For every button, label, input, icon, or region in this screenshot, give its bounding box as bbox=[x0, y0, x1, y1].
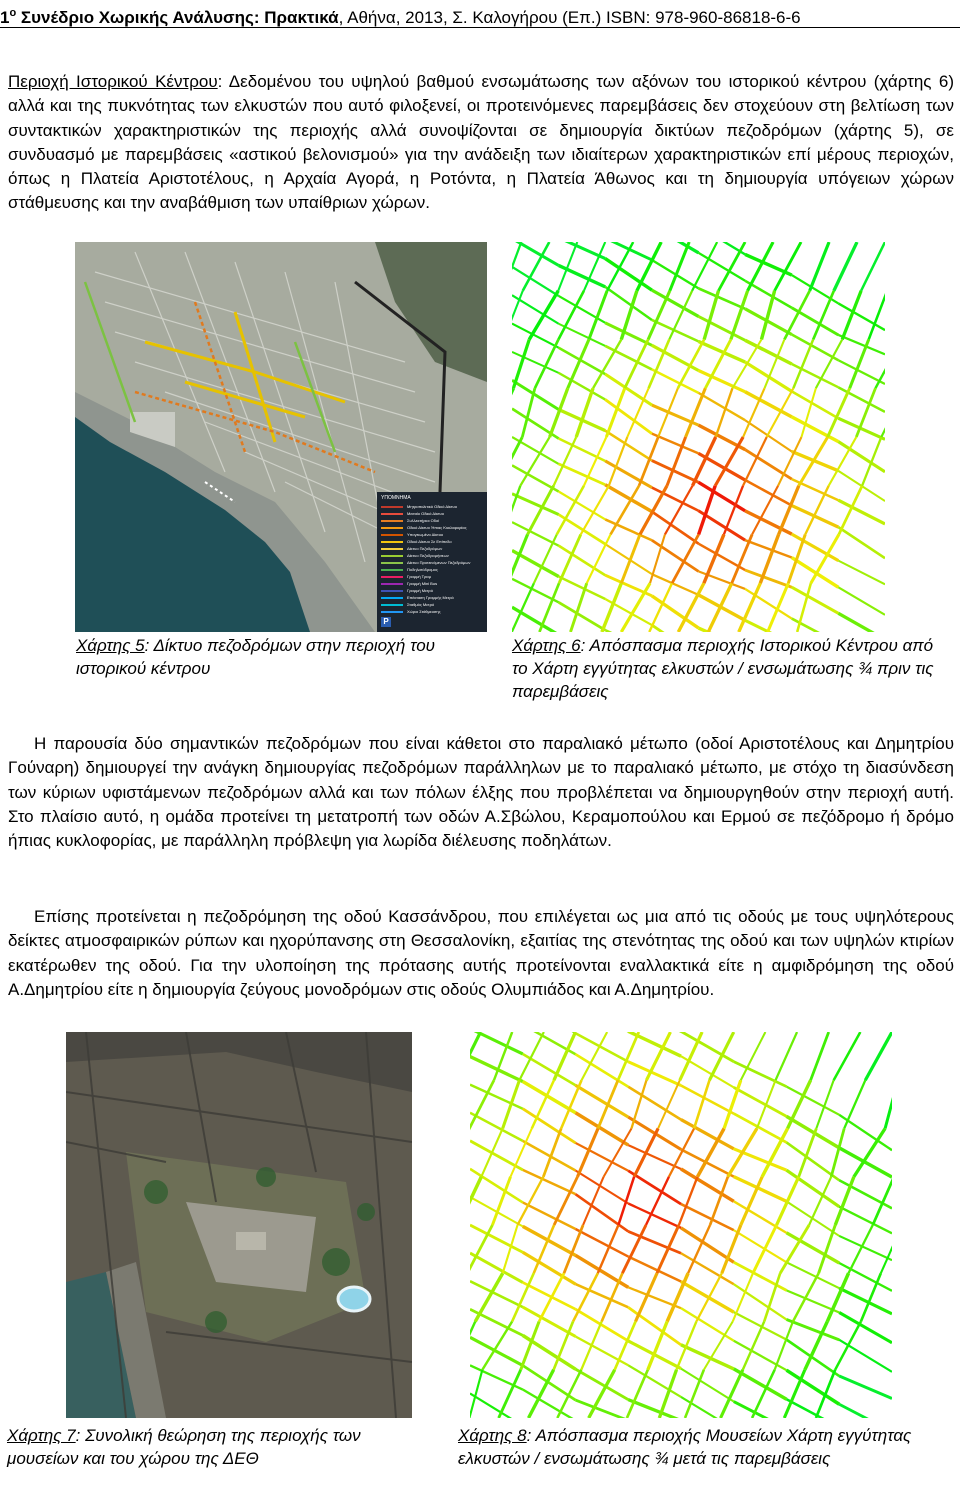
legend-rows bbox=[377, 503, 487, 627]
legend-swatch bbox=[381, 548, 403, 550]
intro-paragraph bbox=[8, 70, 954, 216]
body-paragraph-2 bbox=[8, 905, 954, 1002]
legend-item bbox=[381, 587, 487, 594]
map7-drawing bbox=[66, 1032, 412, 1418]
map8-caption bbox=[458, 1424, 953, 1470]
legend-item bbox=[381, 608, 487, 615]
legend-label: Ποδηλατόδρομος bbox=[407, 567, 438, 572]
map5-caption bbox=[76, 634, 476, 680]
map8-image bbox=[470, 1032, 892, 1418]
legend-title: ΥΠΟΜΝΗΜΑ bbox=[381, 495, 411, 501]
legend-swatch bbox=[381, 513, 403, 515]
legend-item bbox=[381, 531, 487, 538]
map5-caption-text: : Δίκτυο πεζοδρόμων στην περιοχή του ιστορικού κέντρου bbox=[76, 636, 435, 678]
legend-swatch bbox=[381, 590, 403, 592]
legend-swatch bbox=[381, 527, 403, 529]
legend-swatch bbox=[381, 520, 403, 522]
legend-label: Δίκτυο Προτεινόμενων Πεζοδρόμων bbox=[407, 560, 471, 565]
legend-label: Συλλεκτήριοι Οδοί bbox=[407, 518, 440, 523]
map5-image bbox=[75, 242, 487, 632]
body-paragraph-1 bbox=[8, 732, 954, 853]
parking-marker: P bbox=[381, 617, 391, 627]
body-paragraph-2-text: Επίσης προτείνεται η πεζοδρόμηση της οδού Κασσάνδρου, που επιλέγεται ως μια από τις οδούς με τους υψηλότερους δείκτες ατμοσφαιρικών ρύπων και ηχορύπανσης στη Θεσσαλονίκη, εξαιτίας της στενότητας της οδού και των υψηλών κτιρίων εκατέρωθεν της οδού. Για την υλοποίηση της πρότασης αυτής προτείνονται εναλλακτικά είτε η αμφιδρόμηση της οδού Α.Δημητρίου είτε η δημιουργία ζεύγους μονοδρόμων στις οδούς Ολυμπιάδος και Α.Δημητρίου. bbox=[8, 907, 954, 999]
map8-caption-text: : Απόσπασμα περιοχής Μουσείων Χάρτη εγγύτητας ελκυστών / ενσωμάτωσης ¾ μετά τις παρεμβάσεις bbox=[458, 1426, 912, 1468]
legend-swatch bbox=[381, 597, 403, 599]
header-publication-info: , Αθήνα, 2013, Σ. Καλογήρου (Επ.) ISBN: 978-960-86818-6-6 bbox=[338, 8, 801, 27]
header-number: 1 bbox=[0, 8, 10, 27]
map7-image bbox=[66, 1032, 412, 1418]
map8-drawing bbox=[470, 1032, 892, 1418]
legend-label: Σταθμός Μετρό bbox=[407, 602, 435, 607]
legend-swatch bbox=[381, 541, 403, 543]
legend-swatch bbox=[381, 576, 403, 578]
legend-item bbox=[381, 552, 487, 559]
legend-swatch bbox=[381, 555, 403, 557]
legend-label: Οδικό Δίκτυο Ήπιας Κυκλοφορίας bbox=[407, 525, 467, 530]
legend-label: Δίκτυο Πεζοδρόμων bbox=[407, 546, 443, 551]
legend-item bbox=[381, 594, 487, 601]
header-title: Συνέδριο Χωρικής Ανάλυσης: Πρακτικά bbox=[16, 8, 339, 27]
legend-item bbox=[381, 566, 487, 573]
legend-label: Οδικό Δίκτυο Σε Επίπεδο bbox=[407, 539, 452, 544]
legend-item bbox=[381, 517, 487, 524]
header-rule bbox=[0, 27, 960, 28]
legend-swatch bbox=[381, 569, 403, 571]
legend-swatch bbox=[381, 583, 403, 585]
map6-caption bbox=[512, 634, 952, 703]
legend-item bbox=[381, 538, 487, 545]
map6-caption-label: Χάρτης 6 bbox=[512, 636, 581, 655]
legend-item bbox=[381, 510, 487, 517]
legend-item bbox=[381, 580, 487, 587]
map8-caption-label: Χάρτης 8 bbox=[458, 1426, 527, 1445]
legend-item bbox=[381, 545, 487, 552]
intro-heading: Περιοχή Ιστορικού Κέντρου bbox=[8, 72, 218, 91]
map6-image bbox=[512, 242, 885, 632]
legend-label: Μεσαίο Οδικό Δίκτυο bbox=[407, 511, 444, 516]
legend-swatch bbox=[381, 604, 403, 606]
map7-caption-text: : Συνολική θεώρηση της περιοχής των μουσείων και του χώρου της ΔΕΘ bbox=[7, 1426, 361, 1468]
legend-label: Υπογειωμένο Δίκτυο bbox=[407, 532, 444, 537]
legend-item bbox=[381, 601, 487, 608]
legend-swatch bbox=[381, 534, 403, 536]
legend-item bbox=[381, 524, 487, 531]
map5-legend bbox=[377, 492, 487, 632]
map6-caption-text: : Απόσπασμα περιοχής Ιστορικού Κέντρου από το Χάρτη εγγύτητας ελκυστών / ενσωμάτωσης ¾ πριν τις παρεμβάσεις bbox=[512, 636, 934, 701]
map5-caption-label: Χάρτης 5 bbox=[76, 636, 145, 655]
legend-label: Δίκτυο Πεζοδρομήσεων bbox=[407, 553, 449, 558]
map7-caption bbox=[7, 1424, 427, 1470]
legend-label: Μητροπολιτικό Οδικό Δίκτυο bbox=[407, 504, 457, 509]
legend-item bbox=[381, 503, 487, 510]
legend-item bbox=[381, 573, 487, 580]
legend-label: Χώροι Στάθμευσης bbox=[407, 609, 441, 614]
header-superscript: ο bbox=[9, 7, 17, 19]
legend-swatch bbox=[381, 506, 403, 508]
map6-drawing bbox=[512, 242, 885, 632]
legend-label: Επέκταση Γραμμής Μετρό bbox=[407, 595, 454, 600]
legend-label: Γραμμή Τραμ bbox=[407, 574, 431, 579]
body-paragraph-1-text: Η παρουσία δύο σημαντικών πεζοδρόμων που είναι κάθετοι στο παραλιακό μέτωπο (οδοί Αριστοτέλους και Δημητρίου Γούναρη) δημιουργεί την ανάγκη δημιουργίας πεζοδρόμων παράλληλων με το παραλιακό μέτωπο, με στόχο τη διασύνδεση των κύριων υφιστάμενων πεζοδρόμων αλλά και των πόλων έλξης που προβλέπεται να δημιουργηθούν στην περιοχή αυτή. Στο πλαίσιο αυτό, η ομάδα προτείνει τη μετατροπή των οδών Α.Σβώλου, Κεραμοπούλου και Ερμού σε πεζόδρομο ή δρόμο ήπιας κυκλοφορίας, με παράλληλη πρόβλεψη για λωρίδα διέλευσης ποδηλάτων. bbox=[8, 734, 954, 851]
page-header bbox=[0, 0, 960, 30]
legend-swatch bbox=[381, 562, 403, 564]
legend-swatch bbox=[381, 611, 403, 613]
legend-label: Γραμμή Μετρό bbox=[407, 588, 433, 593]
legend-label: Γραμμή Mini Bus bbox=[407, 581, 438, 586]
intro-text: : Δεδομένου του υψηλού βαθμού ενσωμάτωσης των αξόνων του ιστορικού κέντρου (χάρτης 6) αλλά και της πυκνότητας των ελκυστών που αυτό φιλοξενεί, οι προτεινόμενες παρεμβάσεις δεν στοχεύουν στη βελτίωση των συντακτικών χαρακτηριστικών της περιοχής αλλά συνοψίζονται σε δημιουργία δικτύων πεζοδρόμων (χάρτης 5), σε συνδυασμό με παρεμβάσεις «αστικού βελονισμού» για την ανάδειξη των ιδιαίτερων χαρακτηριστικών επί μέρους περιοχών, όπως η Πλατεία Αριστοτέλους, η Αρχαία Αγορά, η Ροτόντα, η Πλατεία Άθωνος και τη δημιουργία υπόγειων χώρων στάθμευσης και την αναβάθμιση των υπαίθριων χώρων. bbox=[8, 72, 954, 213]
legend-item bbox=[381, 559, 487, 566]
map7-caption-label: Χάρτης 7 bbox=[7, 1426, 76, 1445]
